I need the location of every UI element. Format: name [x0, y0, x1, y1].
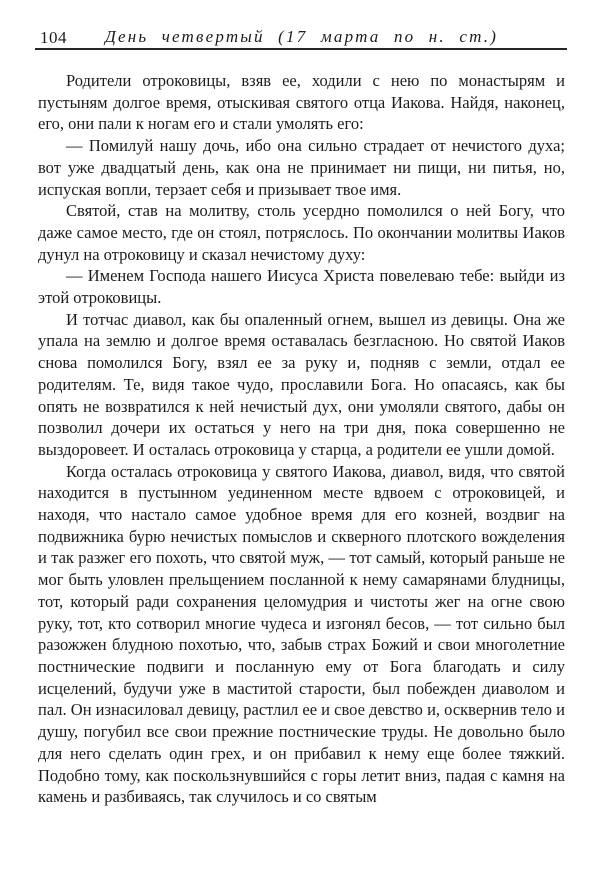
header-rule [35, 48, 567, 50]
body-paragraph: Родители отроковицы, взяв ее, ходили с нею по монастырям и пустыням долгое время, отыскивая святого отца Иакова. Найдя, наконец, его, они пали к ногам его и стали умолять его: [38, 71, 565, 134]
body-paragraph-dialogue: — Именем Господа нашего Иисуса Христа повелеваю тебе: выйди из этой отроковицы. [38, 266, 565, 308]
page-body [38, 70, 565, 860]
page-number: 104 [40, 28, 67, 47]
body-paragraph: Когда осталась отроковица у святого Иакова, диавол, видя, что святой находится в пустынном уединенном месте вдвоем с отроковицей, и находя, что настало самое удобное время для его козней, воздвиг на подвижника бурю нечистых помыслов и скверного плотского вожделения и так разжег его похоть, что святой муж, — тот самый, который раньше не мог быть уловлен прельщением посланной к нему самарянами блудницы, тот, который ради сохранения целомудрия и чистоты жег на огне свою руку, тот, кто сотворил многие чудеса и изгонял бесов, — тот сильно был разожжен блудною похотью, что, забыв страх Божий и свои многолетние постнические подвиги и посланную ему от Бога благодать и силу исцелений, будучи уже в маститой старости, был побежден диаволом и пал. Он изнасиловал девицу, растлил ее и свое девство и, осквернив тело и душу, погубил все свои прежние постнические труды. Не довольно было для него сделать один грех, и он прибавил к нему еще более тяжкий. Подобно тому, как поскользнувшийся с горы летит вниз, падая с камня на камень и разбиваясь, так случилось и со святым [38, 461, 565, 807]
body-paragraph-dialogue: — Помилуй нашу дочь, ибо она сильно страдает от нечистого духа; вот уже двадцатый день, как она не принимает ни пищи, ни питья, но, испуская вопли, терзает себя и призывает твое имя. [38, 136, 565, 199]
running-title: День четвертый (17 марта по н. ст.) [104, 27, 499, 46]
body-paragraph: Святой, став на молитву, столь усердно помолился о ней Богу, что даже самое место, где он стоял, потряслось. По окончании молитвы Иаков дунул на отроковицу и сказал нечистому духу: [38, 201, 565, 264]
body-paragraph: И тотчас диавол, как бы опаленный огнем, вышел из девицы. Она же упала на землю и долгое время оставалась безгласною. Но святой Иаков снова помолился Богу, взял ее за руку и, подняв с земли, отдал ее родителям. Те, видя такое чудо, прославили Бога. Но опасаясь, как бы опять не возвратился к ней нечистый дух, они умоляли святого, дабы он позволил дочери их остаться у него на три дня, пока совершенно не выздоровеет. И осталась отроковица у старца, а родители ее ушли домой. [38, 309, 565, 459]
